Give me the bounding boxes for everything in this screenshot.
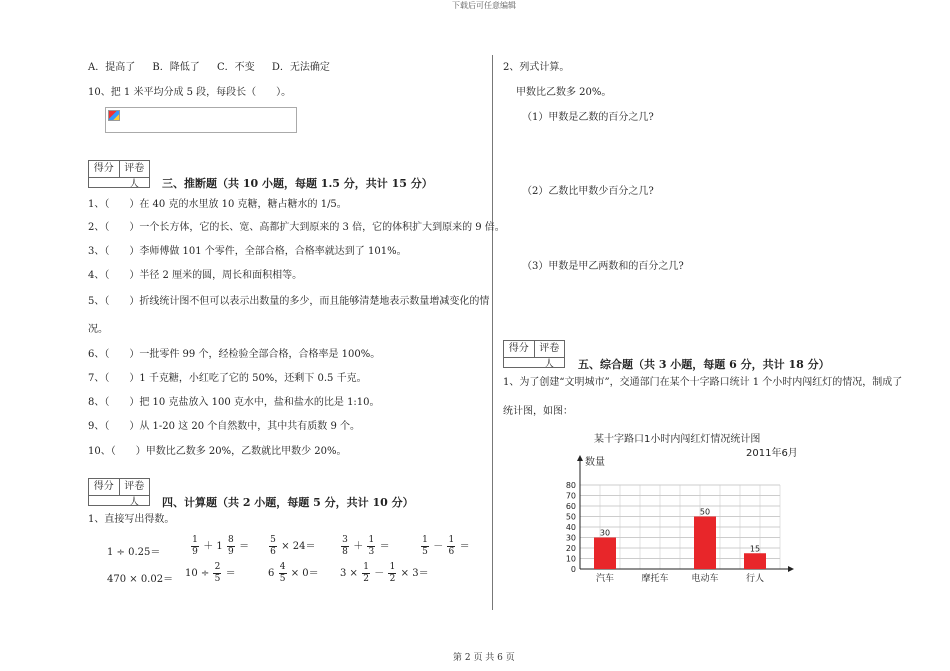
calc-8: 6 $\frac{4}{5}$ × 0＝	[268, 562, 319, 584]
bar	[744, 553, 766, 569]
score-box-3	[88, 160, 150, 190]
page-footer: 第 2 页 共 6 页	[453, 653, 515, 663]
judge-item-continued: 况。	[88, 324, 108, 335]
y-tick-label: 10	[565, 554, 576, 564]
score-label: 得分	[89, 479, 120, 495]
section-5-title: 五、综合题（共 3 小题，每题 6 分，共计 18 分）	[578, 358, 830, 371]
grader-label: 评卷人	[539, 343, 560, 370]
y-axis-label: 数量	[585, 457, 605, 468]
q5-1-line1: 1、为了创建“文明城市”，交通部门在某个十字路口统计 1 个小时内闯红灯的情况，制成了	[503, 377, 903, 388]
judge-item: 2、（ ）一个长方体，它的长、宽、高都扩大到原来的 3 倍，它的体积扩大到原来的 9 倍。	[88, 222, 505, 233]
x-tick-label: 行人	[745, 574, 765, 584]
chart-title: 某十字路口1小时内闯红灯情况统计图	[594, 434, 761, 445]
y-tick-label: 40	[565, 523, 576, 532]
judge-item: 8、（ ）把 10 克盐放入 100 克水中，盐和盐水的比是 1:10。	[88, 397, 380, 408]
y-tick-label: 50	[565, 512, 576, 522]
x-tick-label: 电动车	[691, 574, 719, 584]
grader-label: 评卷人	[124, 481, 145, 508]
bar	[594, 538, 616, 570]
calc-9: 3 × $\frac{1}{2}$ － $\frac{1}{2}$ × 3＝	[340, 562, 429, 584]
bar-value-label: 15	[749, 544, 761, 554]
score-label: 得分	[504, 341, 535, 357]
bar-chart	[555, 450, 800, 585]
y-tick-label: 20	[565, 544, 576, 553]
q9-options	[88, 58, 330, 73]
x-axis-arrow	[788, 566, 794, 572]
judge-item: 5、（ ）折线统计图不但可以表示出数量的多少，而且能够清楚地表示数量增减变化的情	[88, 296, 490, 307]
score-box-5-blank	[503, 357, 565, 368]
calc-4: $\frac{3}{8}$ ＋ $\frac{1}{3}$ ＝	[342, 535, 390, 557]
option-d: D．无法确定	[271, 62, 330, 73]
y-axis-arrow	[577, 455, 583, 461]
question-2: 2、列式计算。	[503, 62, 570, 73]
score-label: 得分	[89, 161, 120, 177]
judge-item: 9、（ ）从 1-20 这 20 个自然数中，其中共有质数 9 个。	[88, 421, 360, 432]
question-2-stem: 甲数比乙数多 20%。	[516, 87, 612, 98]
broken-image-icon	[108, 110, 120, 121]
judge-item: 1、（ ）在 40 克的水里放 10 克糖，糖占糖水的 1/5。	[88, 199, 347, 210]
option-a: A．提高了	[88, 62, 136, 73]
calc-2: $\frac{1}{9}$ ＋ 1 $\frac{8}{9}$ ＝	[192, 535, 250, 557]
score-box-5	[503, 340, 565, 370]
judge-item: 10、（ ）甲数比乙数多 20%，乙数就比甲数少 20%。	[88, 446, 347, 457]
column-divider	[492, 55, 493, 610]
option-c: C．不变	[216, 62, 255, 73]
y-tick-label: 0	[570, 565, 576, 574]
q5-1-line2: 统计图，如图：	[503, 406, 573, 417]
y-tick-label: 30	[565, 533, 576, 543]
answer-image-box	[105, 107, 297, 133]
q2-part: （2）乙数比甲数少百分之几?	[522, 186, 654, 197]
header-note: 下载后可任意编辑	[452, 1, 516, 10]
grader-label: 评卷人	[124, 163, 145, 190]
q2-part: （3）甲数是甲乙两数和的百分之几?	[522, 261, 684, 272]
calc-5: $\frac{1}{5}$ － $\frac{1}{6}$ ＝	[422, 535, 470, 557]
score-box-3-blank	[88, 177, 150, 188]
x-tick-label: 汽车	[595, 574, 615, 584]
y-tick-label: 60	[565, 502, 576, 511]
section-4-title: 四、计算题（共 2 小题，每题 5 分，共计 10 分）	[162, 496, 414, 509]
y-tick-label: 80	[565, 481, 576, 490]
judge-item: 7、（ ）1 千克糖，小红吃了它的 50%，还剩下 0.5 千克。	[88, 373, 367, 384]
calc-1: 1 ÷ 0.25＝	[107, 547, 161, 558]
judge-item: 4、（ ）半径 2 厘米的圆，周长和面积相等。	[88, 270, 303, 281]
y-tick-label: 70	[565, 491, 576, 501]
score-box-4-blank	[88, 495, 150, 506]
option-b: B．降低了	[152, 62, 200, 73]
q2-part: （1）甲数是乙数的百分之几?	[522, 112, 654, 123]
score-box-4	[88, 478, 150, 508]
judge-item: 6、（ ）一批零件 99 个，经检验全部合格，合格率是 100%。	[88, 349, 381, 360]
chart-date: 2011年6月	[746, 448, 798, 459]
bar-value-label: 50	[699, 507, 711, 517]
judge-item: 3、（ ）李师傅做 101 个零件，全部合格，合格率就达到了 101%。	[88, 246, 407, 257]
calc-7: 10 ÷ $\frac{2}{5}$ ＝	[185, 562, 236, 584]
bar	[694, 517, 716, 570]
calc-3: $\frac{5}{6}$ × 24＝	[270, 535, 316, 557]
calc-intro: 1、直接写出得数。	[88, 514, 175, 525]
calc-6: 470 × 0.02＝	[107, 574, 174, 585]
question-10: 10、把 1 米平均分成 5 段，每段长（ ）。	[88, 87, 292, 98]
section-3-title: 三、推断题（共 10 小题，每题 1.5 分，共计 15 分）	[162, 177, 433, 190]
bar-value-label: 30	[599, 528, 611, 538]
x-tick-label: 摩托车	[641, 574, 669, 584]
